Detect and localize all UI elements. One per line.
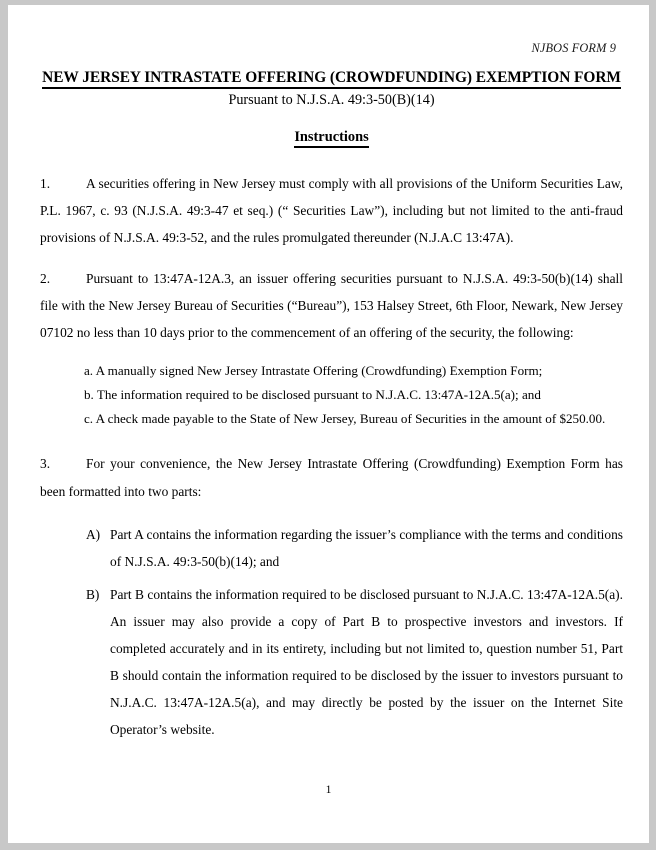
section-heading-instructions [40,129,623,146]
list-item: b. The information required to be disclosed pursuant to N.J.A.C. 13:47A-12A.5(a); and [84,386,541,402]
paragraph-text: Pursuant to 13:47A-12A.3, an issuer offering securities pursuant to N.J.S.A. 49:3-50(b)(14) shall file with the New Jersey Bureau of Securities (“Bureau”), 153 Halsey Street, 6th Floor, Newark, New Jersey 07102 no less than 10 days prior to the commencement of an offering of the security, the following: [40,270,623,340]
part-text: Part B contains the information required to be disclosed pursuant to N.J.A.C. 13:47A-12A.5(a). An issuer may also provide a copy of Part B to prospective investors and investors. If completed accurately and in its entirety, including but not limited to, question number 51, Part B should contain the information required to be disclosed by the issuer to investors pursuant to N.J.A.C. 13:47A-12A.5(a), and may directly be posted by the issuer on the Internet Site Operator’s website. [110,586,623,738]
paragraph-text: A securities offering in New Jersey must comply with all provisions of the Uniform Securities Law, P.L. 1967, c. 93 (N.J.S.A. 49:3-47 et seq.) (“ Securities Law”), including but not limited to the anti-fraud provisions of N.J.S.A. 49:3-52, and the rules promulgated thereunder (N.J.A.C 13:47A). [40,175,623,245]
page-number: 1 [325,783,332,796]
part-marker: A) [86,526,101,542]
list-item: c. A check made payable to the State of New Jersey, Bureau of Securities in the amount of $250.00. [84,410,606,426]
form-number-header: NJBOS FORM 9 [531,41,616,55]
page-inner [8,5,649,843]
paragraph-marker: 2. [40,270,51,286]
paragraph-marker: 1. [40,175,51,191]
document-content [40,69,623,743]
section-heading-text: Instructions [294,129,368,148]
document-page [8,5,649,843]
list-item: a. A manually signed New Jersey Intrastate Offering (Crowdfunding) Exemption Form; [84,363,543,378]
page-title [40,69,623,88]
list-item [86,521,623,575]
paragraph-text: For your convenience, the New Jersey Intrastate Offering (Crowdfunding) Exemption Form has been formatted into two parts: [40,456,623,499]
numbered-paragraph-2 [40,265,623,346]
paragraph-marker: 3. [40,456,51,472]
numbered-paragraph-3 [40,450,623,504]
numbered-paragraph-1 [40,170,623,251]
page-subtitle: Pursuant to N.J.S.A. 49:3-50(B)(14) [228,91,435,108]
page-title-text: NEW JERSEY INTRASTATE OFFERING (CROWDFUNDING) EXEMPTION FORM [42,69,621,89]
part-text: Part A contains the information regarding the issuer’s compliance with the terms and conditions of N.J.S.A. 49:3-50(b)(14); and [110,526,623,569]
filing-requirements-list [40,359,623,430]
list-item [86,581,623,743]
form-parts-list [40,521,623,744]
part-marker: B) [86,586,100,602]
